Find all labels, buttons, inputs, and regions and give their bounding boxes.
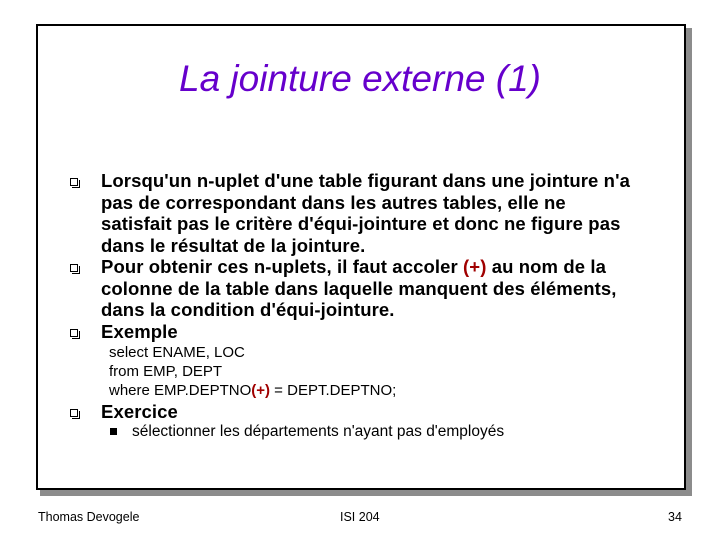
bullet-icon — [70, 264, 78, 272]
bullet-icon — [70, 178, 78, 186]
bullet-2-line-start: Pour obtenir ces n-uplets, il faut accoler — [101, 256, 464, 277]
bullet-2-line — [101, 256, 681, 278]
bullet-2-text — [101, 256, 681, 321]
code-line-3 — [109, 381, 396, 400]
code-line-2: from EMP, DEPT — [109, 363, 223, 380]
footer-page-number: 34 — [668, 510, 682, 524]
bullet-1-text — [101, 170, 681, 256]
square-bullet-icon — [110, 428, 117, 435]
code-line-3-start: where EMP.DEPTNO — [109, 382, 252, 399]
bullet-1-line: dans le résultat de la jointure. — [101, 234, 366, 256]
slide-title: La jointure externe (1) — [179, 58, 541, 99]
footer-author: Thomas Devogele — [38, 510, 140, 524]
code-outer-join-operator: (+) — [251, 382, 271, 399]
bullet-1-line: satisfait pas le critère d'équi-jointure et donc ne figure pas — [101, 213, 621, 234]
code-line-3-end: = DEPT.DEPTNO; — [270, 382, 397, 399]
bullet-1-line: Lorsqu'un n-uplet d'une table figurant dans une jointure n'a — [101, 170, 630, 191]
bullet-2-line-end: au nom de la — [486, 256, 607, 277]
bullet-2-line: dans la condition d'équi-jointure. — [101, 299, 395, 320]
code-line-1: select ENAME, LOC — [109, 344, 245, 361]
bullet-2-line: colonne de la table dans laquelle manquent des éléments, — [101, 277, 617, 299]
footer-course: ISI 204 — [340, 510, 380, 524]
exercise-label: Exercice — [101, 401, 178, 422]
bullet-1-line: pas de correspondant dans les autres tables, elle ne — [101, 191, 566, 213]
outer-join-operator: (+) — [463, 256, 487, 277]
bullet-icon — [70, 329, 78, 337]
bullet-icon — [70, 409, 78, 417]
exercise-item: sélectionner les départements n'ayant pas d'employés — [132, 423, 505, 440]
example-label: Exemple — [101, 321, 178, 342]
